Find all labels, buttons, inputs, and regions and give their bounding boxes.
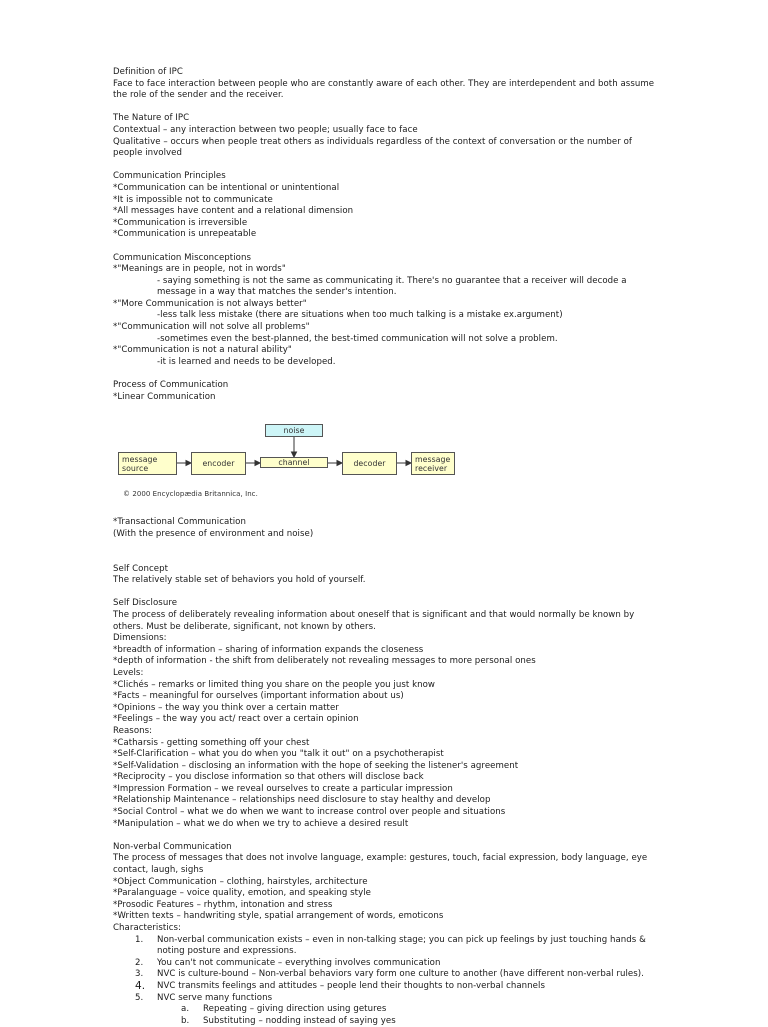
misconception-item: *"More Communication is not always better"	[113, 298, 307, 309]
message-source-box: message source	[118, 452, 177, 475]
list-number: 2.	[135, 957, 144, 968]
reason-item: *Self-Clarification – what you do when you "talk it out" on a psychotherapist	[113, 749, 444, 760]
levels-label: Levels:	[113, 667, 144, 678]
list-item-text: NVC transmits feelings and attitudes – people lend their thoughts to non-verbal channels	[157, 980, 545, 991]
list-item-text: NVC is culture-bound – Non-verbal behaviors vary form one culture to another (have different non-verbal rules).	[157, 969, 644, 980]
document-body	[113, 67, 658, 1027]
nature-qualitative: Qualitative – occurs when people treat others as individuals regardless of the context of conversation or the number of people involved	[113, 136, 633, 159]
level-item: *Opinions – the way you think over a certain matter	[113, 702, 339, 713]
definition-text: Face to face interaction between people who are constantly aware of each other. They are interdependent and both assume the role of the sender and the receiver.	[113, 78, 655, 101]
list-item-text: Repeating – giving direction using getures	[203, 1004, 387, 1015]
list-number: 3.	[135, 969, 144, 980]
dimension-item: *breadth of information – sharing of information expands the closeness	[113, 644, 424, 655]
nonverbal-type-item: *Paralanguage – voice quality, emotion, and speaking style	[113, 888, 371, 899]
level-item: *Facts – meaningful for ourselves (important information about us)	[113, 691, 404, 702]
transactional-communication-note: (With the presence of environment and noise)	[113, 528, 314, 539]
reason-item: *Manipulation – what we do when we try to achieve a desired result	[113, 818, 409, 829]
list-number: 5.	[135, 992, 144, 1003]
nonverbal-text: The process of messages that does not involve language, example: gestures, touch, facial expression, body language, eye contact, laugh, sighs	[113, 853, 648, 876]
characteristics-label: Characteristics:	[113, 923, 181, 933]
section-heading-self-disclosure: Self Disclosure	[113, 598, 178, 609]
list-item	[113, 958, 658, 970]
linear-communication-label: *Linear Communication	[113, 391, 216, 402]
section-heading-self-concept: Self Concept	[113, 563, 169, 574]
list-item-text: Substituting – nodding instead of saying yes	[203, 1015, 396, 1026]
section-heading-definition: Definition of IPC	[113, 67, 183, 77]
list-number: 4.	[135, 979, 146, 992]
reason-item: *Reciprocity – you disclose information so that others will disclose back	[113, 772, 424, 783]
level-item: *Clichés – remarks or limited thing you share on the people you just know	[113, 679, 435, 690]
nonverbal-type-item: *Prosodic Features – rhythm, intonation and stress	[113, 899, 333, 910]
message-receiver-box: message receiver	[411, 452, 455, 475]
list-item	[113, 1004, 658, 1016]
list-item-text: Non-verbal communication exists – even in non-talking stage; you can pick up feelings by just touching hands & noting posture and expressions.	[157, 934, 646, 957]
characteristics-list	[113, 935, 658, 1005]
misconception-detail: -it is learned and needs to be developed.	[157, 356, 336, 367]
reason-item: *Relationship Maintenance – relationships need disclosure to stay healthy and develop	[113, 795, 491, 806]
section-heading-nonverbal: Non-verbal Communication	[113, 841, 232, 852]
principle-item: *All messages have content and a relational dimension	[113, 206, 354, 217]
section-heading-principles: Communication Principles	[113, 171, 226, 182]
section-heading-process: Process of Communication	[113, 380, 229, 391]
reason-item: *Catharsis - getting something off your chest	[113, 737, 310, 748]
reason-item: *Impression Formation – we reveal ourselves to create a particular impression	[113, 783, 453, 794]
reason-item: *Social Control – what we do when we want to increase control over people and situations	[113, 807, 506, 818]
principle-item: *Communication is unrepeatable	[113, 229, 257, 240]
dimensions-label: Dimensions:	[113, 633, 167, 644]
misconception-item: *"Communication is not a natural ability"	[113, 345, 292, 356]
nonverbal-type-item: *Object Communication – clothing, hairstyles, architecture	[113, 876, 368, 887]
list-letter: a.	[181, 1004, 190, 1015]
principle-item: *Communication can be intentional or unintentional	[113, 182, 340, 193]
linear-communication-diagram	[117, 423, 457, 503]
list-letter: b.	[181, 1015, 190, 1026]
list-item	[113, 993, 658, 1005]
self-disclosure-text: The process of deliberately revealing information about oneself that is significant and that would normally be known by others. Must be deliberate, significant, not known by others.	[113, 609, 635, 632]
list-item	[113, 935, 658, 958]
noise-box: noise	[265, 424, 323, 437]
misconception-detail: -sometimes even the best-planned, the best-timed communication will not solve a problem.	[157, 333, 558, 344]
principle-item: *Communication is irreversible	[113, 217, 248, 228]
principle-item: *It is impossible not to communicate	[113, 194, 273, 205]
misconception-item: *"Meanings are in people, not in words"	[113, 264, 286, 275]
list-number: 1.	[135, 934, 144, 945]
misconception-detail: -less talk less mistake (there are situations when too much talking is a mistake ex.argument)	[157, 310, 563, 321]
list-item	[113, 981, 658, 993]
level-item: *Feelings – the way you act/ react over a certain opinion	[113, 714, 359, 725]
section-heading-misconceptions: Communication Misconceptions	[113, 252, 251, 263]
list-item	[113, 969, 658, 981]
nature-contextual: Contextual – any interaction between two people; usually face to face	[113, 124, 418, 135]
reasons-label: Reasons:	[113, 725, 153, 736]
misconception-detail: - saying something is not the same as communicating it. There's no guarantee that a receiver will decode a message in a way that matches the sender's intention.	[157, 275, 627, 298]
list-item-text: NVC serve many functions	[157, 992, 273, 1003]
self-concept-text: The relatively stable set of behaviors you hold of yourself.	[113, 575, 366, 586]
transactional-communication-label: *Transactional Communication	[113, 517, 246, 528]
misconception-item: *"Communication will not solve all problems"	[113, 322, 310, 333]
list-item-text: You can't not communicate – everything involves communication	[157, 957, 441, 968]
diagram-credit: © 2000 Encyclopædia Britannica, Inc.	[123, 490, 258, 499]
list-item	[113, 1016, 658, 1027]
nonverbal-type-item: *Written texts – handwriting style, spatial arrangement of words, emoticons	[113, 911, 444, 922]
dimension-item: *depth of information - the shift from deliberately not revealing messages to more personal ones	[113, 656, 536, 667]
section-heading-nature: The Nature of IPC	[113, 113, 190, 124]
encoder-box: encoder	[191, 452, 246, 475]
channel-box: channel	[260, 457, 328, 468]
decoder-box: decoder	[342, 452, 397, 475]
reason-item: *Self-Validation – disclosing an information with the hope of seeking the listener's agreement	[113, 760, 519, 771]
